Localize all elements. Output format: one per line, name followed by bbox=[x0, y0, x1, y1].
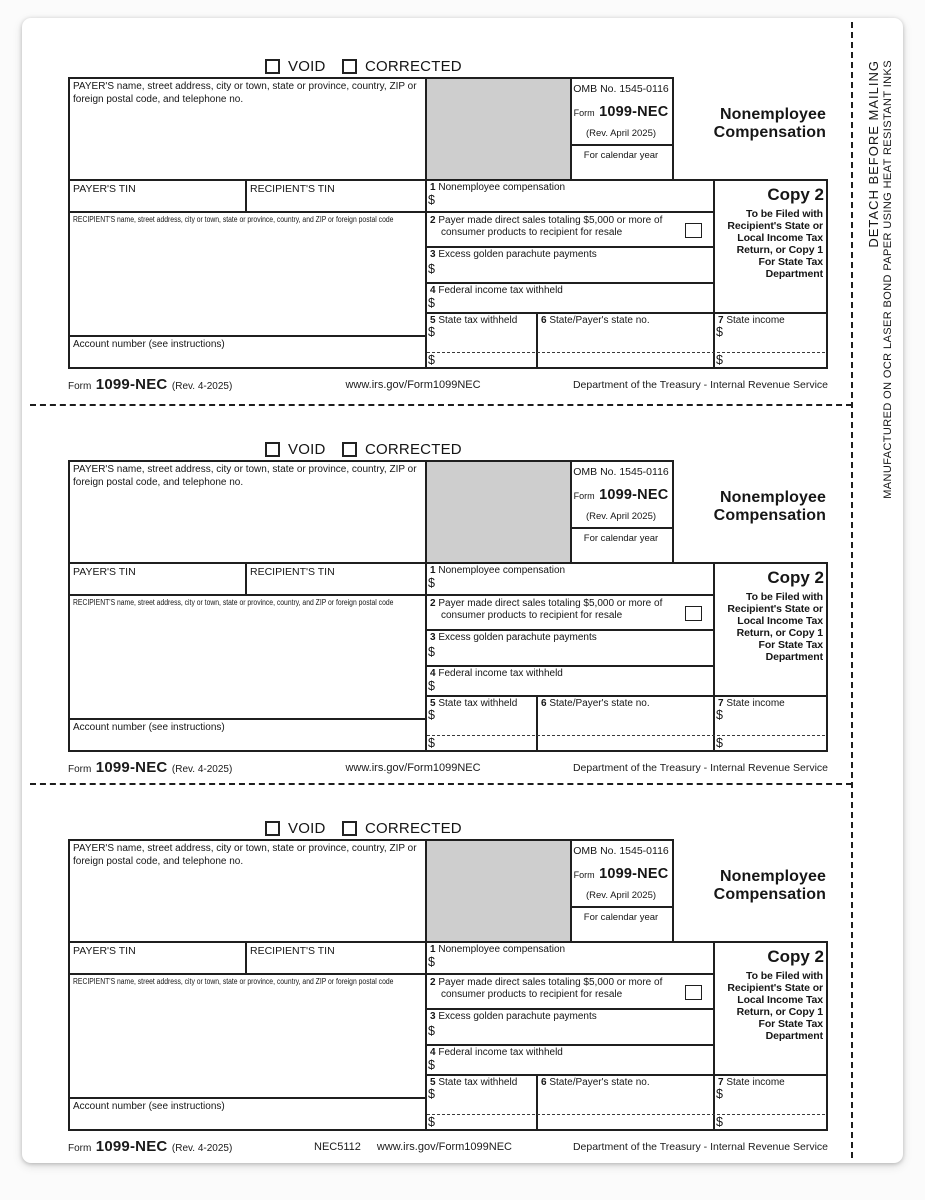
box7-dollar-sign-1: $ bbox=[716, 325, 723, 339]
form-word: Form bbox=[573, 108, 595, 118]
shaded-box bbox=[426, 461, 571, 562]
form-number-block bbox=[570, 103, 672, 121]
box4-amount-field[interactable] bbox=[444, 1059, 708, 1072]
grid-line bbox=[68, 335, 426, 337]
box5-dollar-sign-2: $ bbox=[428, 1115, 435, 1129]
recipient-name-label: RECIPIENT'S name, street address, city or town, state or province, country, and ZIP or foreign postal code bbox=[73, 598, 394, 607]
box6-state-number-field[interactable] bbox=[539, 710, 709, 748]
copy-designation: Copy 2 bbox=[767, 947, 824, 966]
form-title-line2: Compensation bbox=[713, 123, 826, 141]
form-title-line2: Compensation bbox=[713, 885, 826, 903]
footer-irs-url: www.irs.gov/Form1099NEC bbox=[345, 762, 481, 774]
payer-tin-label: PAYER'S TIN bbox=[73, 945, 136, 957]
detach-before-mailing-text: DETACH BEFORE MAILING bbox=[866, 60, 881, 248]
manufactured-text: MANUFACTURED ON OCR LASER BOND PAPER USING HEAT RESISTANT INKS bbox=[882, 60, 894, 499]
detach-separator-1 bbox=[30, 404, 852, 406]
box5-dollar-sign-2: $ bbox=[428, 736, 435, 750]
box1-label: 1 Nonemployee compensation bbox=[430, 565, 566, 576]
shaded-box bbox=[426, 840, 571, 941]
form-sheet bbox=[22, 18, 903, 1163]
grid-line bbox=[68, 460, 673, 462]
form-word: Form bbox=[573, 870, 595, 880]
grid-line bbox=[245, 562, 247, 594]
box5-amount-field-1[interactable] bbox=[444, 709, 532, 723]
grid-line bbox=[68, 594, 714, 596]
payer-tin-field[interactable] bbox=[71, 578, 243, 592]
grid-line bbox=[425, 282, 715, 284]
box7-dollar-sign-2: $ bbox=[716, 1115, 723, 1129]
box7-dollar-sign-2: $ bbox=[716, 353, 723, 367]
revision-label: (Rev. April 2025) bbox=[585, 890, 657, 901]
box7-dollar-sign-1: $ bbox=[716, 708, 723, 722]
account-number-field[interactable] bbox=[73, 734, 421, 749]
copy-designation: Copy 2 bbox=[767, 185, 824, 204]
corrected-label: CORRECTED bbox=[365, 820, 462, 837]
box1-label: 1 Nonemployee compensation bbox=[430, 944, 566, 955]
box4-dollar-sign: $ bbox=[428, 679, 435, 693]
form-number: 1099-NEC bbox=[599, 487, 669, 503]
payer-tin-label: PAYER'S TIN bbox=[73, 183, 136, 195]
box1-amount-field[interactable] bbox=[444, 956, 708, 971]
recipient-tin-field[interactable] bbox=[248, 578, 423, 592]
box4-label: 4 Federal income tax withheld bbox=[430, 1047, 563, 1058]
box3-dollar-sign: $ bbox=[428, 645, 435, 659]
account-number-label: Account number (see instructions) bbox=[73, 1101, 225, 1112]
grid-line bbox=[570, 906, 673, 908]
box5-dollar-sign-1: $ bbox=[428, 1087, 435, 1101]
void-checkbox[interactable] bbox=[265, 821, 280, 836]
box4-label: 4 Federal income tax withheld bbox=[430, 285, 563, 296]
account-number-label: Account number (see instructions) bbox=[73, 722, 225, 733]
recipient-tin-label: RECIPIENT'S TIN bbox=[250, 183, 335, 195]
box7-dollar-sign-1: $ bbox=[716, 1087, 723, 1101]
recipient-name-label: RECIPIENT'S name, street address, city or town, state or province, country, and ZIP or foreign postal code bbox=[73, 977, 394, 986]
payer-name-field[interactable] bbox=[71, 109, 421, 177]
grid-line bbox=[68, 839, 70, 1131]
box4-dollar-sign: $ bbox=[428, 1058, 435, 1072]
grid-line bbox=[826, 941, 828, 1131]
account-number-label: Account number (see instructions) bbox=[73, 339, 225, 350]
form-title bbox=[668, 106, 826, 141]
corrected-label: CORRECTED bbox=[365, 441, 462, 458]
box1-amount-field[interactable] bbox=[444, 194, 708, 209]
void-label: VOID bbox=[288, 441, 326, 458]
calendar-year-label: For calendar year bbox=[583, 150, 659, 161]
grid-line bbox=[826, 562, 828, 752]
form-number-block bbox=[570, 486, 672, 504]
form-number: 1099-NEC bbox=[599, 866, 669, 882]
copy-filing-note: To be Filed with Recipient's State or Local Income Tax Return, or Copy 1 For State Tax Department bbox=[727, 208, 823, 280]
form-number-block bbox=[570, 865, 672, 883]
footer-form-id: Form 1099-NEC (Rev. 4-2025) bbox=[68, 1138, 233, 1155]
calendar-year-label: For calendar year bbox=[583, 533, 659, 544]
form-title-line1: Nonemployee bbox=[719, 868, 826, 885]
box1-label: 1 Nonemployee compensation bbox=[430, 182, 566, 193]
form-title bbox=[668, 868, 826, 903]
recipient-name-label: RECIPIENT'S name, street address, city or town, state or province, country, and ZIP or foreign postal code bbox=[73, 215, 394, 224]
box2-label-line2: consumer products to recipient for resale bbox=[441, 989, 623, 1000]
box7-amount-field-1[interactable] bbox=[731, 709, 823, 723]
box2-label-line2: consumer products to recipient for resale bbox=[441, 610, 623, 621]
grid-line bbox=[68, 1097, 426, 1099]
box6-state-number-field[interactable] bbox=[539, 327, 709, 365]
payer-name-label: PAYER'S name, street address, city or town, state or province, country, ZIP or foreign postal code, and telephone no. bbox=[73, 464, 417, 488]
box5-amount-field-1[interactable] bbox=[444, 326, 532, 340]
box1-dollar-sign: $ bbox=[428, 955, 435, 969]
footer-department: Department of the Treasury - Internal Revenue Service bbox=[572, 1141, 828, 1153]
box5-amount-field-1[interactable] bbox=[444, 1088, 532, 1102]
footer-product-code: NEC5112 bbox=[314, 1141, 361, 1153]
box3-amount-field[interactable] bbox=[444, 1025, 708, 1040]
recipient-name-field[interactable] bbox=[71, 989, 421, 1094]
grid-line bbox=[425, 1074, 828, 1076]
box5-label: 5 State tax withheld bbox=[430, 315, 518, 326]
box5-dollar-sign-2: $ bbox=[428, 353, 435, 367]
detach-separator-vertical bbox=[851, 22, 853, 1158]
shaded-box bbox=[426, 78, 571, 179]
grid-line bbox=[245, 941, 247, 973]
box7-amount-field-1[interactable] bbox=[731, 1088, 823, 1102]
box4-amount-field[interactable] bbox=[444, 680, 708, 693]
form-word: Form bbox=[573, 491, 595, 501]
grid-line bbox=[425, 695, 828, 697]
box5-label: 5 State tax withheld bbox=[430, 698, 518, 709]
payer-name-field[interactable] bbox=[71, 492, 421, 560]
box3-label: 3 Excess golden parachute payments bbox=[430, 249, 597, 260]
box2-label-line1: 2 Payer made direct sales totaling $5,000 or more of bbox=[430, 598, 663, 609]
grid-line bbox=[425, 1044, 715, 1046]
grid-line bbox=[68, 839, 673, 841]
box7-label: 7 State income bbox=[718, 1077, 785, 1088]
grid-line bbox=[536, 695, 538, 752]
box2-label-line1: 2 Payer made direct sales totaling $5,000 or more of bbox=[430, 215, 663, 226]
payer-tin-field[interactable] bbox=[71, 195, 243, 209]
void-checkbox[interactable] bbox=[265, 59, 280, 74]
box2-label-line2: consumer products to recipient for resale bbox=[441, 227, 623, 238]
payer-name-field[interactable] bbox=[71, 871, 421, 939]
void-label: VOID bbox=[288, 58, 326, 75]
payer-name-label: PAYER'S name, street address, city or town, state or province, country, ZIP or foreign postal code, and telephone no. bbox=[73, 81, 417, 105]
box6-label: 6 State/Payer's state no. bbox=[541, 698, 650, 709]
copy-designation: Copy 2 bbox=[767, 568, 824, 587]
grid-line bbox=[536, 1074, 538, 1131]
box7-dollar-sign-2: $ bbox=[716, 736, 723, 750]
corrected-label: CORRECTED bbox=[365, 58, 462, 75]
form-1099nec-copy-top bbox=[68, 56, 828, 396]
account-number-field[interactable] bbox=[73, 1113, 421, 1128]
grid-line bbox=[425, 246, 715, 248]
box5-label: 5 State tax withheld bbox=[430, 1077, 518, 1088]
box6-label: 6 State/Payer's state no. bbox=[541, 1077, 650, 1088]
omb-number: OMB No. 1545-0116 bbox=[573, 845, 669, 857]
footer-department: Department of the Treasury - Internal Revenue Service bbox=[572, 379, 828, 391]
box5-amount-field-2[interactable] bbox=[444, 354, 532, 366]
box3-label: 3 Excess golden parachute payments bbox=[430, 632, 597, 643]
direct-sales-checkbox[interactable] bbox=[685, 606, 702, 621]
margin-instructions bbox=[866, 60, 894, 505]
payer-tin-label: PAYER'S TIN bbox=[73, 566, 136, 578]
footer-form-id: Form 1099-NEC (Rev. 4-2025) bbox=[68, 759, 233, 776]
box1-dollar-sign: $ bbox=[428, 193, 435, 207]
void-checkbox[interactable] bbox=[265, 442, 280, 457]
box3-amount-field[interactable] bbox=[444, 646, 708, 661]
grid-line bbox=[425, 629, 715, 631]
footer-irs-url: www.irs.gov/Form1099NEC bbox=[376, 1141, 512, 1153]
box3-dollar-sign: $ bbox=[428, 262, 435, 276]
box7-label: 7 State income bbox=[718, 698, 785, 709]
box5-amount-field-2[interactable] bbox=[444, 1116, 532, 1128]
grid-line bbox=[425, 1008, 715, 1010]
grid-line bbox=[68, 77, 673, 79]
box7-amount-field-2[interactable] bbox=[731, 737, 823, 749]
corrected-checkbox[interactable] bbox=[342, 821, 357, 836]
form-title-line1: Nonemployee bbox=[719, 489, 826, 506]
box1-amount-field[interactable] bbox=[444, 577, 708, 592]
form-grid bbox=[68, 77, 828, 369]
recipient-name-field[interactable] bbox=[71, 227, 421, 332]
grid-line bbox=[245, 179, 247, 211]
recipient-name-field[interactable] bbox=[71, 610, 421, 715]
corrected-checkbox[interactable] bbox=[342, 59, 357, 74]
box5-dollar-sign-1: $ bbox=[428, 708, 435, 722]
form-grid bbox=[68, 839, 828, 1131]
detach-separator-2 bbox=[30, 783, 852, 785]
box4-label: 4 Federal income tax withheld bbox=[430, 668, 563, 679]
omb-number: OMB No. 1545-0116 bbox=[573, 83, 669, 95]
direct-sales-checkbox[interactable] bbox=[685, 223, 702, 238]
box4-amount-field[interactable] bbox=[444, 297, 708, 310]
void-label: VOID bbox=[288, 820, 326, 837]
grid-line bbox=[425, 312, 828, 314]
box3-label: 3 Excess golden parachute payments bbox=[430, 1011, 597, 1022]
grid-line bbox=[570, 527, 673, 529]
direct-sales-checkbox[interactable] bbox=[685, 985, 702, 1000]
omb-number: OMB No. 1545-0116 bbox=[573, 466, 669, 478]
payer-tin-field[interactable] bbox=[71, 957, 243, 971]
form-1099nec-copy-middle bbox=[68, 439, 828, 779]
form-1099nec-copy-bottom bbox=[68, 818, 828, 1158]
revision-label: (Rev. April 2025) bbox=[585, 511, 657, 522]
grid-line bbox=[570, 144, 673, 146]
form-title-line2: Compensation bbox=[713, 506, 826, 524]
footer-department: Department of the Treasury - Internal Revenue Service bbox=[572, 762, 828, 774]
box2-label-line1: 2 Payer made direct sales totaling $5,000 or more of bbox=[430, 977, 663, 988]
form-title-line1: Nonemployee bbox=[719, 106, 826, 123]
box5-amount-field-2[interactable] bbox=[444, 737, 532, 749]
form-number: 1099-NEC bbox=[599, 104, 669, 120]
box7-amount-field-2[interactable] bbox=[731, 354, 823, 366]
form-grid bbox=[68, 460, 828, 752]
box7-amount-field-2[interactable] bbox=[731, 1116, 823, 1128]
corrected-checkbox[interactable] bbox=[342, 442, 357, 457]
form-title bbox=[668, 489, 826, 524]
grid-line bbox=[826, 179, 828, 369]
box3-amount-field[interactable] bbox=[444, 263, 708, 278]
grid-line bbox=[68, 211, 714, 213]
box6-state-number-field[interactable] bbox=[539, 1089, 709, 1127]
grid-line bbox=[68, 718, 426, 720]
grid-line bbox=[68, 460, 70, 752]
recipient-tin-label: RECIPIENT'S TIN bbox=[250, 566, 335, 578]
copy-filing-note: To be Filed with Recipient's State or Local Income Tax Return, or Copy 1 For State Tax Department bbox=[727, 591, 823, 663]
grid-line bbox=[425, 665, 715, 667]
account-number-field[interactable] bbox=[73, 351, 421, 366]
box1-dollar-sign: $ bbox=[428, 576, 435, 590]
copy-filing-note: To be Filed with Recipient's State or Local Income Tax Return, or Copy 1 For State Tax Department bbox=[727, 970, 823, 1042]
revision-label: (Rev. April 2025) bbox=[585, 128, 657, 139]
box7-label: 7 State income bbox=[718, 315, 785, 326]
payer-name-label: PAYER'S name, street address, city or town, state or province, country, ZIP or foreign postal code, and telephone no. bbox=[73, 843, 417, 867]
footer-irs-url: www.irs.gov/Form1099NEC bbox=[345, 379, 481, 391]
grid-line bbox=[68, 77, 70, 369]
box3-dollar-sign: $ bbox=[428, 1024, 435, 1038]
grid-line bbox=[68, 973, 714, 975]
recipient-tin-field[interactable] bbox=[248, 195, 423, 209]
box4-dollar-sign: $ bbox=[428, 296, 435, 310]
footer-form-id: Form 1099-NEC (Rev. 4-2025) bbox=[68, 376, 233, 393]
box5-dollar-sign-1: $ bbox=[428, 325, 435, 339]
box7-amount-field-1[interactable] bbox=[731, 326, 823, 340]
recipient-tin-label: RECIPIENT'S TIN bbox=[250, 945, 335, 957]
box6-label: 6 State/Payer's state no. bbox=[541, 315, 650, 326]
recipient-tin-field[interactable] bbox=[248, 957, 423, 971]
calendar-year-label: For calendar year bbox=[583, 912, 659, 923]
grid-line bbox=[536, 312, 538, 369]
